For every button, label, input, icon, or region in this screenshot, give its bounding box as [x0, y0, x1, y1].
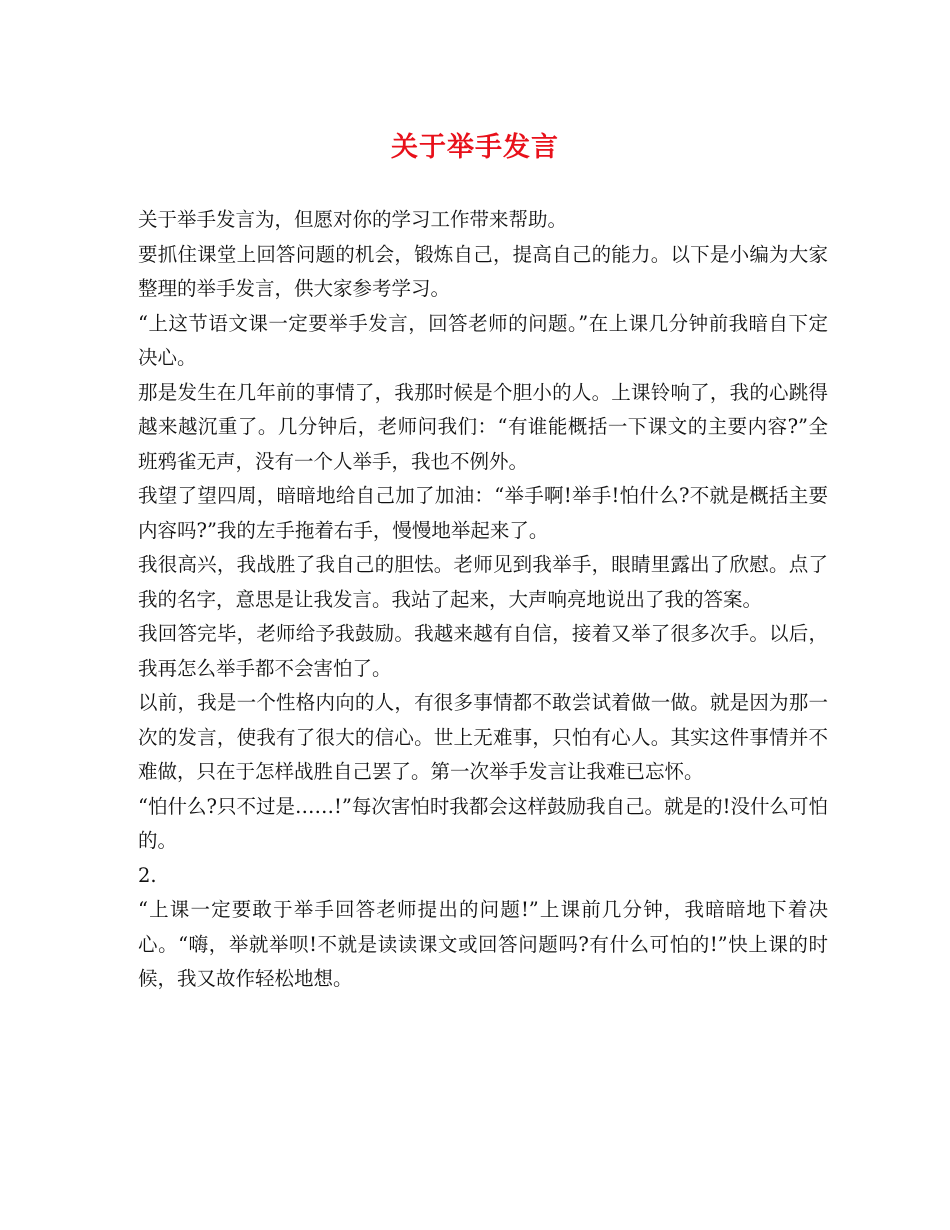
paragraph-intro: 关于举手发言为，但愿对你的学习工作带来帮助。 — [138, 208, 568, 231]
paragraph: “上课一定要敢于举手回答老师提出的问题!”上课前几分钟，我暗暗地下着决心。“嗨，举就举呗!不就是读读课文或回答问题吗?有什么可怕的!”快上课的时候，我又故作轻松地想。 — [138, 898, 828, 990]
paragraph: 那是发生在几年前的事情了，我那时候是个胆小的人。上课铃响了，我的心跳得越来越沉重了。几分钟后，老师问我们：“有谁能概括一下课文的主要内容?”全班鸦雀无声，没有一个人举手，我也不例外。 — [138, 380, 828, 473]
paragraph-summary: 要抓住课堂上回答问题的机会，锻炼自己，提高自己的能力。以下是小编为大家整理的举手发言，供大家参考学习。 — [138, 242, 828, 300]
document-body — [138, 203, 828, 997]
paragraph: 以前，我是一个性格内向的人，有很多事情都不敢尝试着做一做。就是因为那一次的发言，使我有了很大的信心。世上无难事，只怕有心人。其实这件事情并不难做，只在于怎样战胜自己罢了。第一次举手发言让我难已忘怀。 — [138, 691, 828, 783]
paragraph: 我很高兴，我战胜了我自己的胆怯。老师见到我举手，眼睛里露出了欣慰。点了我的名字，意思是让我发言。我站了起来，大声响亮地说出了我的答案。 — [138, 553, 828, 611]
paragraph: “上这节语文课一定要举手发言，回答老师的问题。”在上课几分钟前我暗自下定决心。 — [138, 311, 828, 369]
section-number: 2. — [138, 863, 157, 887]
paragraph: 我望了望四周，暗暗地给自己加了加油：“举手啊!举手!怕什么?不就是概括主要内容吗?”我的左手拖着右手，慢慢地举起来了。 — [138, 484, 828, 542]
paragraph: “怕什么?只不过是……!”每次害怕时我都会这样鼓励我自己。就是的!没什么可怕的。 — [138, 794, 828, 852]
document-title: 关于举手发言 — [391, 132, 559, 163]
paragraph: 我回答完毕，老师给予我鼓励。我越来越有自信，接着又举了很多次手。以后，我再怎么举手都不会害怕了。 — [138, 622, 828, 680]
